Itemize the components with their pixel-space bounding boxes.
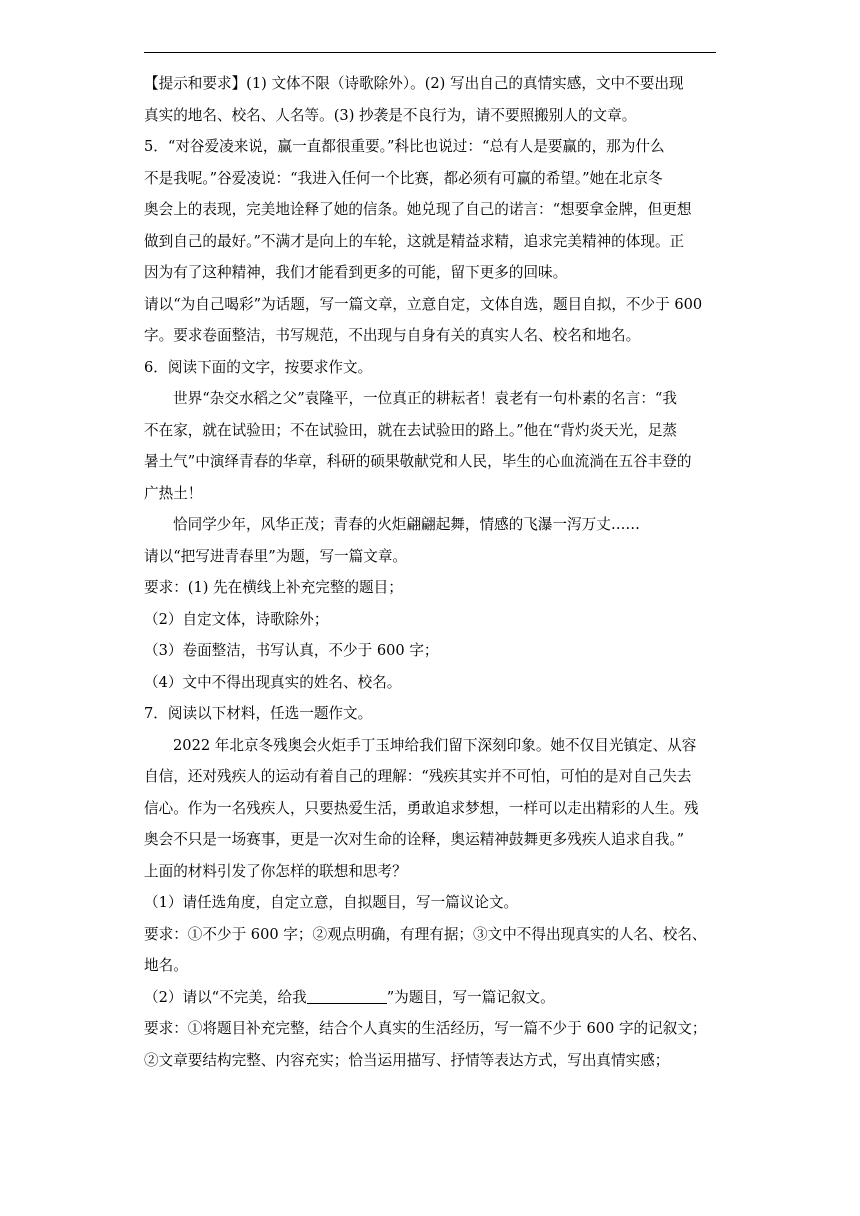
text-line: 不在家，就在试验田；不在试验田，就在去试验田的路上。”他在“背灼炎天光，足蒸 [144, 421, 677, 439]
text-line: 广热土！ [144, 484, 203, 502]
text-line-blank-title [144, 982, 716, 1014]
text-line: 奥会上的表现，完美地诠释了她的信条。她兑现了自己的诺言：“想要拿金牌，但更想 [144, 201, 692, 218]
text-line: 请以“为自己喝彩”为话题，写一篇文章，立意自定，文体自选，题目自拟，不少于 600 [144, 295, 703, 313]
text-line: 信心。作为一名残疾人，只要热爱生活，勇敢追求梦想，一样可以走出精彩的人生。残 [144, 799, 699, 817]
text-line: 不是我呢。”谷爱凌说：“我进入任何一个比赛，都必须有可赢的希望。”她在北京冬 [144, 169, 663, 187]
text-line: （1）请任选角度，自定立意，自拟题目，写一篇议论文。 [144, 894, 519, 911]
text-line: 真实的地名、校名、人名等。(3) 抄袭是不良行为，请不要照搬别人的文章。 [144, 106, 637, 124]
tail-lines [144, 1013, 716, 1076]
text-line: 要求：(1) 先在横线上补充完整的题目； [144, 579, 403, 596]
text-line: （2）自定文体，诗歌除外； [144, 610, 329, 628]
text-line: 要求：①不少于 600 字；②观点明确，有理有据；③文中不得出现真实的人名、校名、 [144, 925, 707, 943]
blank-title-prefix: （2）请以“不完美，给我 [144, 988, 307, 1006]
text-line: 【提示和要求】(1) 文体不限（诗歌除外）。(2) 写出自己的真情实感，文中不要出现 [144, 75, 684, 92]
blank-title-suffix: ”为题目，写一篇记叙文。 [386, 988, 555, 1006]
document-page [144, 0, 716, 1216]
text-line: 字。要求卷面整洁，书写规范，不出现与自身有关的真实人名、校名和地名。 [144, 327, 641, 344]
text-line: （3）卷面整洁，书写认真，不少于 600 字； [144, 642, 439, 659]
text-line: 自信，还对残疾人的运动有着自己的理解：“残疾其实并不可怕，可怕的是对自己失去 [144, 768, 692, 785]
text-line: 恰同学少年，风华正茂；青春的火炬翩翩起舞，情感的飞瀑一泻万丈…… [173, 516, 641, 533]
text-line: 做到自己的最好。”不满才是向上的车轮，这就是精益求精，追求完美精神的体现。正 [144, 232, 685, 250]
text-line: 地名。 [144, 957, 188, 974]
header-rule [144, 52, 716, 53]
text-line: 世界“杂交水稻之父”袁隆平，一位真正的耕耘者！袁老有一句朴素的名言：“我 [173, 390, 677, 407]
text-line: 暑土气”中演绎青春的华章，科研的硕果敬献党和人民，毕生的心血流淌在五谷丰登的 [144, 453, 692, 470]
text-line: 5．“对谷爱凌来说，赢一直都很重要。”科比也说过：“总有人是要赢的，那为什么 [144, 138, 665, 155]
text-line: 请以“把写进青春里”为题，写一篇文章。 [144, 547, 408, 565]
text-line: 2022 年北京冬残奥会火炬手丁玉坤给我们留下深刻印象。她不仅目光镇定、从容 [173, 736, 697, 754]
text-line: 7．阅读以下材料，任选一题作文。 [144, 705, 373, 722]
text-line: 要求：①将题目补充完整，结合个人真实的生活经历，写一篇不少于 600 字的记叙文； [144, 1020, 707, 1037]
text-line: ②文章要结构完整、内容充实；恰当运用描写、抒情等表达方式，写出真情实感； [144, 1051, 670, 1069]
text-line: 6．阅读下面的文字，按要求作文。 [144, 358, 373, 376]
paragraph-lines [144, 68, 716, 982]
text-line: （4）文中不得出现真实的姓名、校名。 [144, 673, 402, 691]
text-line: 奥会不只是一场赛事，更是一次对生命的诠释，奥运精神鼓舞更多残疾人追求自我。” [144, 831, 685, 848]
document-body [144, 68, 716, 1076]
text-line: 因为有了这种精神，我们才能看到更多的可能，留下更多的回味。 [144, 264, 568, 281]
text-line: 上面的材料引发了你怎样的联想和思考？ [144, 862, 407, 880]
fill-in-blank [307, 987, 387, 1004]
